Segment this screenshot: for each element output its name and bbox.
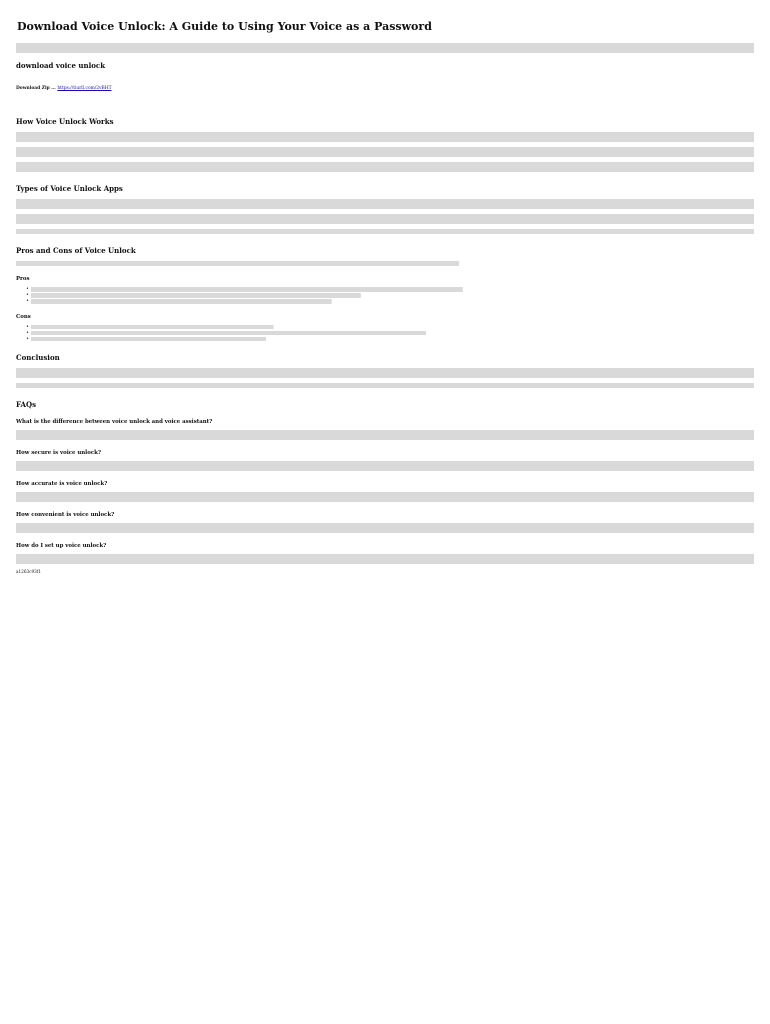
paragraph bbox=[16, 199, 754, 209]
paragraph bbox=[16, 368, 754, 378]
paragraph bbox=[16, 162, 754, 172]
pros-list bbox=[26, 287, 754, 304]
faq-question: How do I set up voice unlock? bbox=[16, 543, 107, 550]
list-item bbox=[26, 299, 754, 304]
faq-answer bbox=[16, 430, 754, 440]
download-link[interactable]: https://tiurll.com/2vBHT bbox=[57, 86, 112, 91]
list-item bbox=[26, 293, 754, 298]
section-heading-conclusion: Conclusion bbox=[16, 353, 60, 363]
faq-question: What is the difference between voice unlock and voice assistant? bbox=[16, 419, 213, 426]
cons-list bbox=[26, 325, 754, 342]
list-item bbox=[26, 287, 754, 292]
faq-answer bbox=[16, 554, 754, 564]
section-heading-pros-cons: Pros and Cons of Voice Unlock bbox=[16, 246, 136, 255]
faq-answer bbox=[16, 461, 754, 471]
article bbox=[16, 0, 754, 575]
faq-question: How accurate is voice unlock? bbox=[16, 481, 108, 488]
faq-question: How secure is voice unlock? bbox=[16, 450, 101, 457]
download-line bbox=[16, 86, 754, 91]
list-item bbox=[26, 331, 754, 336]
pros-heading: Pros bbox=[16, 276, 30, 282]
list-item bbox=[26, 337, 754, 342]
intro-paragraph bbox=[16, 43, 754, 53]
faq-answer bbox=[16, 523, 754, 533]
paragraph bbox=[16, 147, 754, 157]
page-title: Download Voice Unlock: A Guide to Using Your Voice as a Password bbox=[17, 20, 432, 33]
section-heading-types: Types of Voice Unlock Apps bbox=[16, 184, 123, 193]
list-item bbox=[26, 325, 754, 330]
faq-answer bbox=[16, 492, 754, 502]
section-heading-how: How Voice Unlock Works bbox=[16, 117, 114, 126]
download-label: Download Zip ... bbox=[16, 86, 56, 91]
paragraph bbox=[16, 383, 754, 388]
paragraph bbox=[16, 229, 754, 234]
subtitle: download voice unlock bbox=[16, 61, 106, 70]
paragraph bbox=[16, 132, 754, 142]
footer-code: a1263c93f1 bbox=[16, 569, 42, 575]
faq-question: How convenient is voice unlock? bbox=[16, 512, 115, 519]
section-heading-faqs: FAQs bbox=[16, 400, 37, 410]
paragraph bbox=[16, 214, 754, 224]
cons-heading: Cons bbox=[16, 313, 31, 320]
paragraph bbox=[16, 261, 459, 266]
